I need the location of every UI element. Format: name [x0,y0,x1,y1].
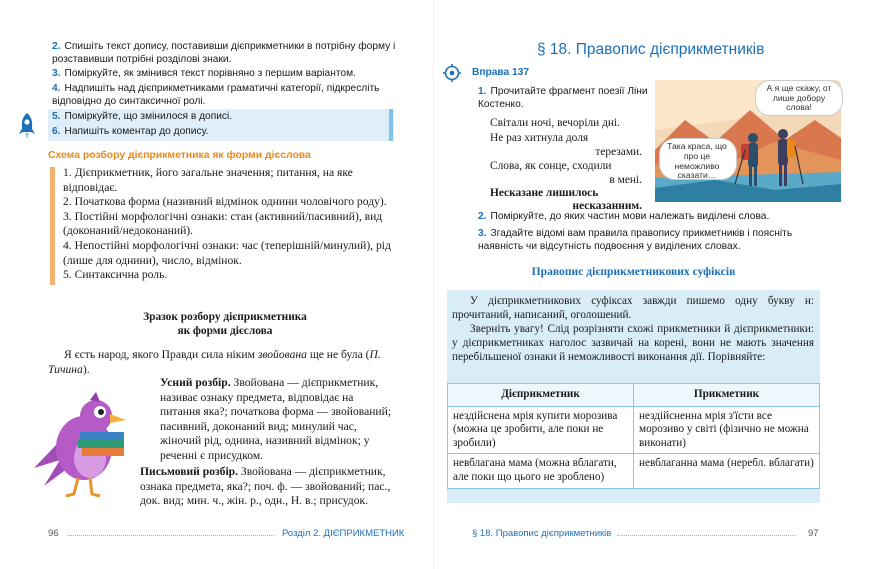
rule-subheading: Правопис дієприкметникових суфіксів [531,265,736,278]
sample-subtitle: як форми дієслова [177,325,273,337]
poem-line: Слова, як сонце, сходили [490,160,612,172]
schema-item: 4. Непостійні морфологічні ознаки: час (теперішній/минулий), рід (лише для однини), число, відмінок. [63,238,391,267]
task-2: 2. Спишіть текст допису, поставивши дієприкметники в потрібну форму і розставивши потрібні розділові знаки. [52,41,396,66]
rule-attention: Зверніть увагу! Слід розрізняти схожі прикметники й дієприкметники: у дієприкметниках наголос зазвичай на корені, вони не мають значення перебільшеної ознаки й неможливості виконання дії. Порівняйте: [452,322,814,363]
poem-line: в мені. [609,174,642,186]
schema-item: 2. Початкова форма (називний відмінок однини чоловічого роду). [63,195,387,209]
table-cell: невблагана мама (можна вблагати, але поки що цього не зроблено) [448,454,634,488]
page-number-left: 96 [48,528,59,539]
task-1-right: 1. Прочитайте фрагмент поезії Ліни Костенко. [478,86,648,111]
schema-item: 3. Постійні морфологічні ознаки: стан (активний/пасивний), вид (доконаний/недоконаний). [63,209,383,238]
table-header: Прикметник [634,384,820,407]
table-cell: нездійснена мрія купити морозива (можна це зробити, але поки не зробили) [448,406,634,454]
exercise-label: Вправа 137 [472,67,530,78]
schema-list [63,166,397,283]
task-6: 6. Напишіть коментар до допису. [52,126,209,137]
comparison-table [447,383,820,489]
highlight-bar [389,109,393,141]
schema-heading: Схема розбору дієприкметника як форми дієслова [48,150,311,161]
speech-bubble-text: А я ще скажу, от лише добору слова! [766,83,832,113]
poem-line: Не раз хитнула доля [490,132,589,144]
hikers-illustration [655,80,841,202]
task-5: 5. Поміркуйте, що змінилося в дописі. [52,111,233,122]
table-row [448,454,820,488]
quote: Я єсть народ, якого Правди сила ніким звойована ще не була (П. Тичина). [48,348,381,376]
page-number-right: 97 [808,528,819,539]
task-4: 4. Надпишіть над дієприкметниками граматичні категорії, підкресліть відповідно до синтаксичної ролі. [52,83,380,108]
section-title: § 18. Правопис дієприкметників [537,41,765,58]
speech-bubble-text: Така краса, що про це неможливо сказати… [667,141,727,181]
exercise-icon [443,64,461,82]
rule-text [452,295,814,365]
poem-line: Світали ночі, вечоріли дні. [490,117,621,129]
rule-one-letter: У дієприкметникових суфіксах завжди пишемо одну букву н: прочитаний, написаний, оголошений. [452,295,814,321]
running-head-right: § 18. Правопис дієприкметників [472,528,612,539]
poem-line: несказанним. [572,200,642,212]
oral-analysis: Усний розбір. Звойована — дієприкметник, називає ознаку предмета, відповідає на питання яка?; початкова форма — звойований; пасивний, доконаний вид; минулий час, жіночий рід, однина, називний відмінок; у реченні є присудком. [160,376,392,462]
table-cell: невблаганна мама (неребл. вблагати) [634,454,820,488]
table-header: Дієприкметник [448,384,634,407]
running-head-left: Розділ 2. ДІЄПРИКМЕТНИК [282,528,405,539]
table-row [448,406,820,454]
schema-item: 5. Синтаксична роль. [63,268,168,282]
task-3: 3. Поміркуйте, як змінився текст порівняно з першим варіантом. [52,68,356,79]
page-gutter [433,0,434,569]
task-2-right: 2. Поміркуйте, до яких частин мови належать виділені слова. [478,211,770,222]
footer-dots-right [617,535,795,537]
bird-with-books-illustration [30,390,130,500]
rocket-icon [16,112,38,140]
schema-bar [50,167,55,285]
poem-line: терезами. [595,146,642,158]
schema-item: 1. Дієприкметник, його загальне значення; питання, на яке відповідає. [63,166,353,194]
sample-title: Зразок розбору дієприкметника [143,311,307,323]
written-analysis: Письмовий розбір. Звойована — дієприкметник, ознака предмета, яка?; поч. ф. — звойований; пас., док. вид; мин. ч., жін. р., одн., Н. в.; присудок. [140,465,391,508]
poem-line: Несказане лишилось [490,187,599,199]
task-3-right: 3. Згадайте відомі вам правила правопису прикметників і поясніть наявність чи відсутність подвоєння у виділених словах. [478,228,793,253]
footer-dots-left [68,535,274,537]
table-cell: нездійсненна мрія з'їсти все морозиво у світі (фізично не можна виконати) [634,406,820,454]
